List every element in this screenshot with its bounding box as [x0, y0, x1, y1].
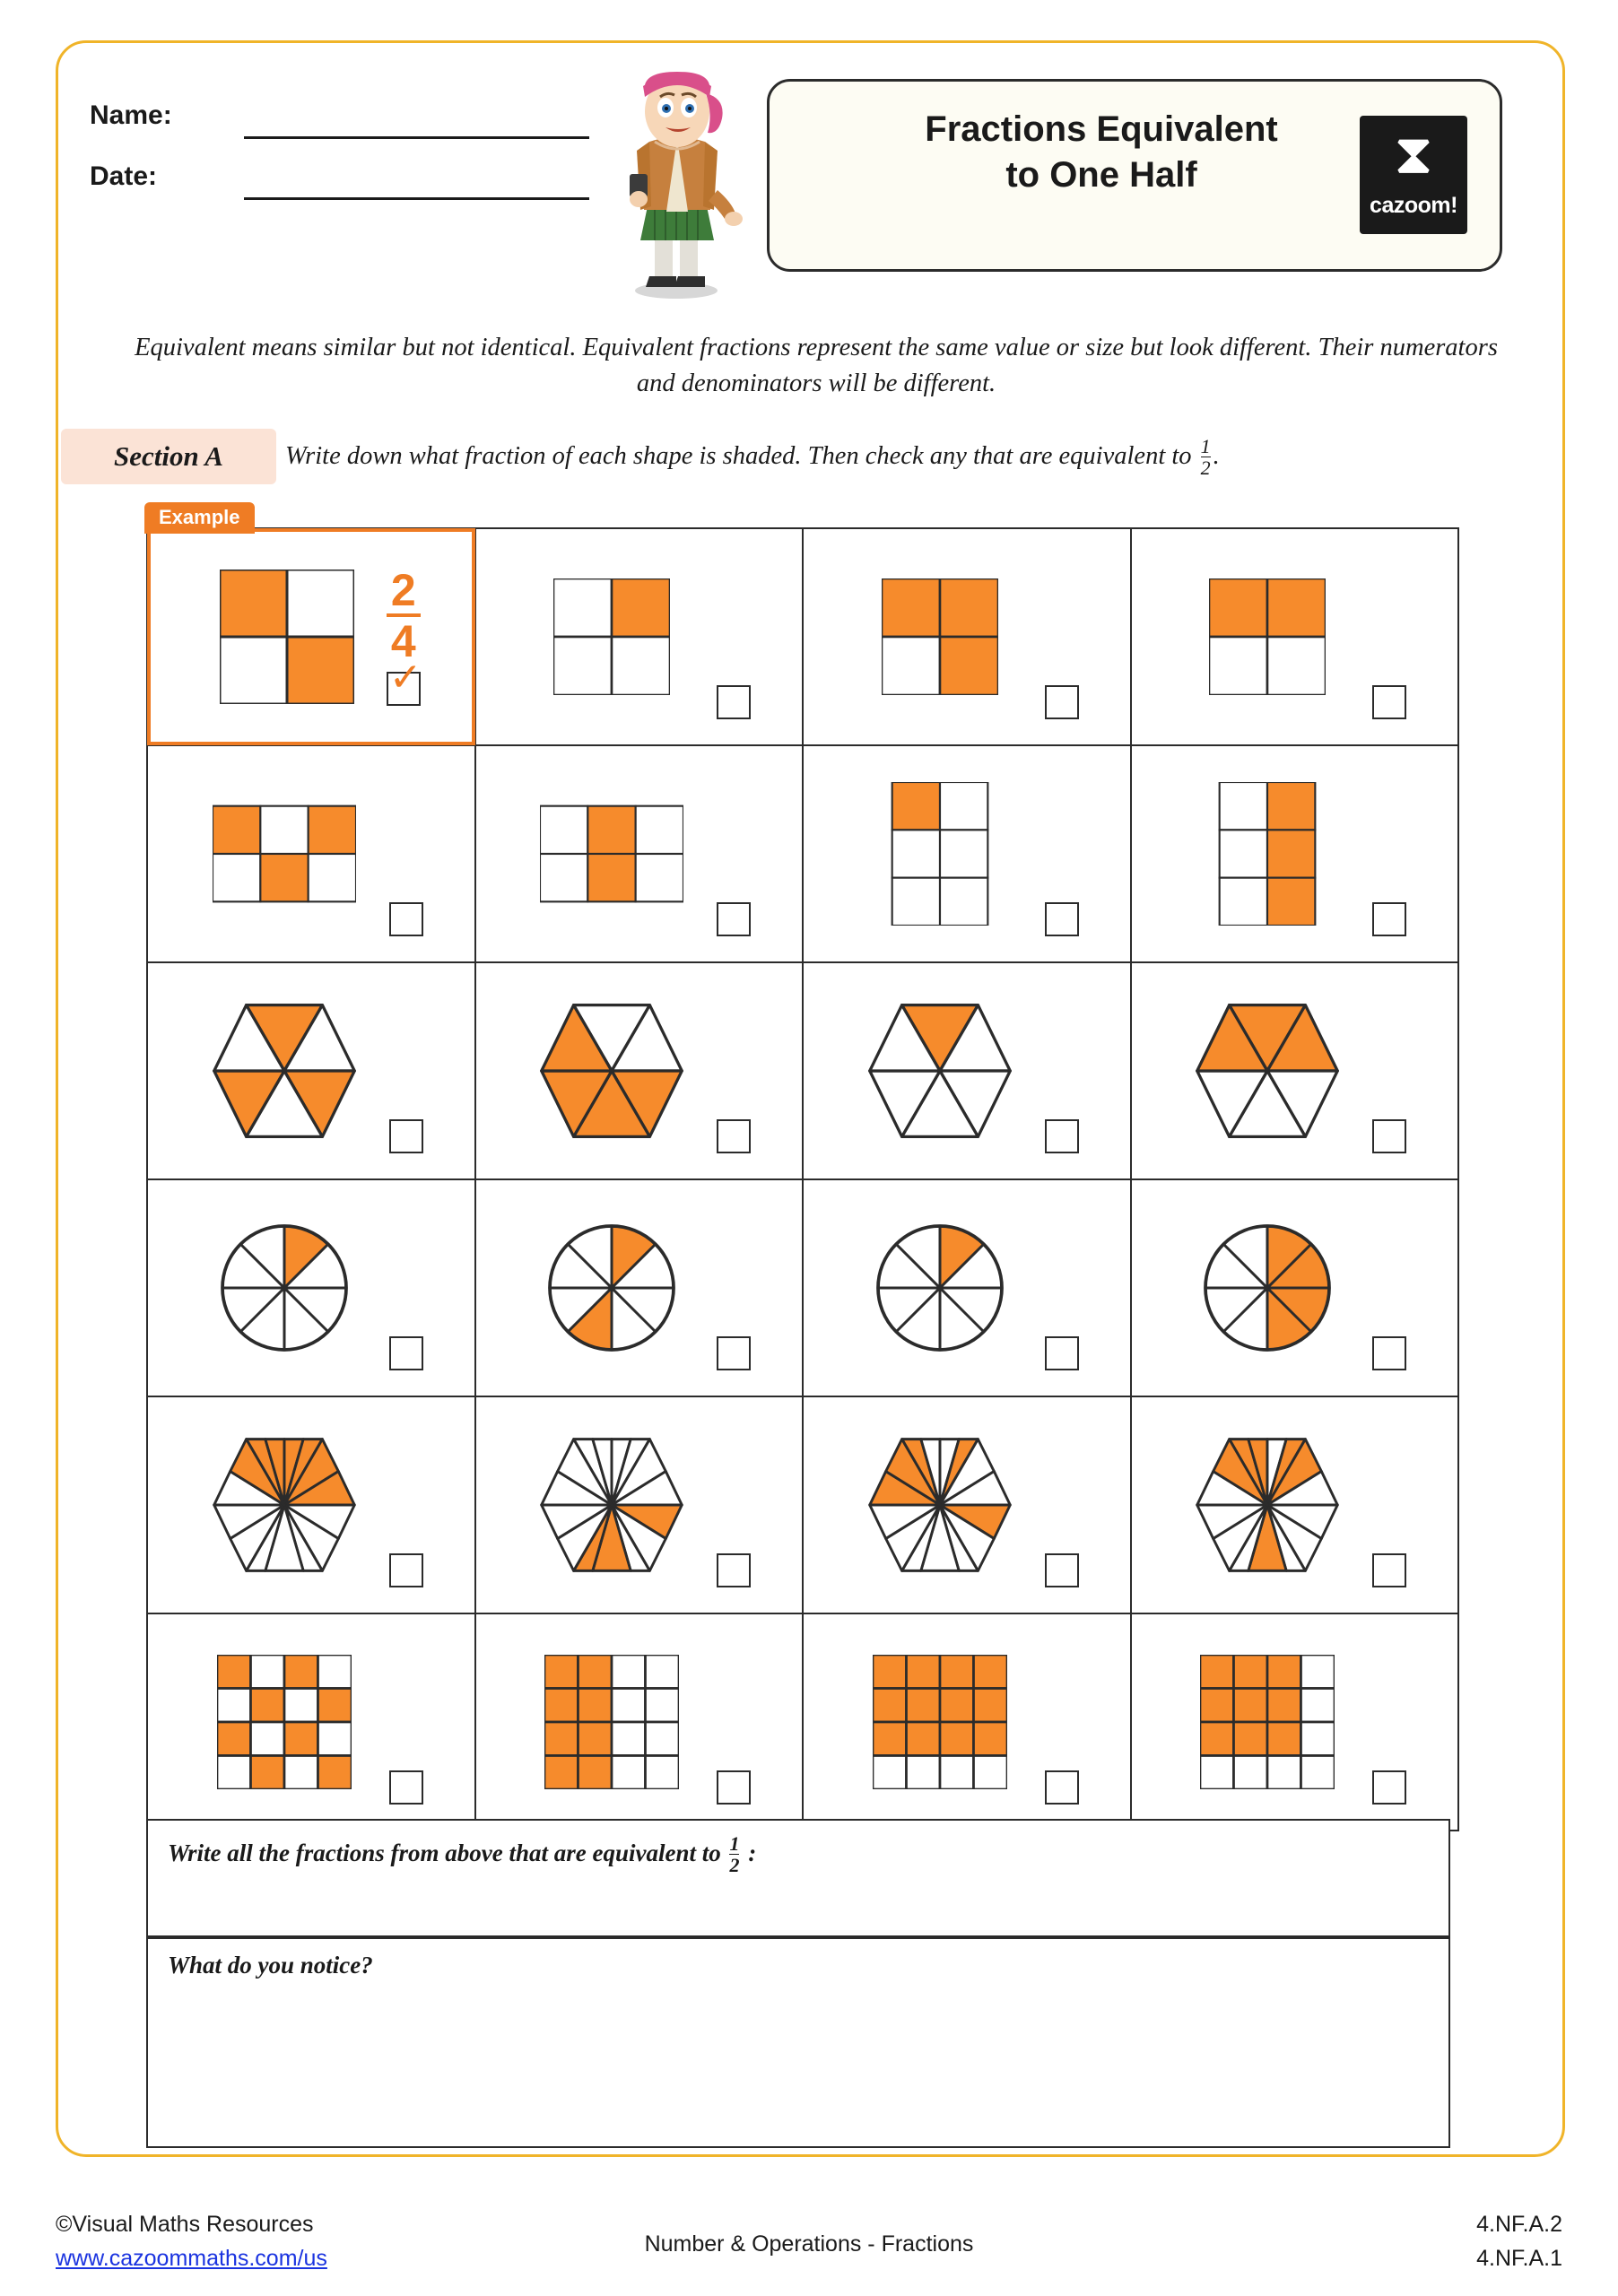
example-shape-square-2x2 — [202, 552, 372, 722]
question-cell-q15 — [1131, 1179, 1459, 1396]
shape-q5-grid-3x2 — [526, 769, 697, 939]
page-title — [823, 107, 1379, 198]
question-cell-q23 — [1131, 1613, 1459, 1831]
checkbox-q10[interactable] — [1045, 1119, 1079, 1153]
instruction-text-2: . — [1213, 442, 1220, 470]
checkbox-q15[interactable] — [1372, 1336, 1406, 1370]
example-denominator: 4 — [387, 613, 421, 665]
question-cell-q18 — [803, 1396, 1131, 1613]
section-a-instruction — [285, 436, 1505, 478]
checkbox-q1[interactable] — [717, 685, 751, 719]
question-cell-q12 — [147, 1179, 475, 1396]
cazoom-logo — [1360, 116, 1467, 234]
checkbox-q23[interactable] — [1372, 1770, 1406, 1805]
instruction-text-1: Write down what fraction of each shape is shaded. Then check any that are equivalent to — [285, 442, 1192, 470]
shape-q6-grid-2x3 — [855, 769, 1025, 939]
shape-q17-hexagon-12 — [526, 1420, 697, 1590]
title-line-1: Fractions Equivalent — [925, 109, 1278, 149]
shape-q4-grid-3x2 — [199, 769, 370, 939]
question-cell-q5 — [475, 745, 804, 962]
footer-standard-1: 4.NF.A.2 — [1476, 2212, 1562, 2237]
checkbox-q12[interactable] — [389, 1336, 423, 1370]
question-cell-q21 — [475, 1613, 804, 1831]
checkbox-q18[interactable] — [1045, 1553, 1079, 1587]
answer-prompt-2: What do you notice? — [168, 1952, 373, 1979]
grid-row-2 — [147, 745, 1458, 962]
half-fraction-inline — [1201, 436, 1211, 478]
shape-q16-hexagon-12 — [199, 1420, 370, 1590]
shape-q9-hexagon-6 — [526, 986, 697, 1156]
check-icon: ✓ — [388, 655, 422, 700]
shape-q22-grid-4x4 — [855, 1637, 1025, 1807]
shape-q10-hexagon-6 — [855, 986, 1025, 1156]
half-numerator: 1 — [1200, 435, 1211, 457]
shape-q20-grid-4x4 — [199, 1637, 370, 1807]
example-numerator: 2 — [390, 565, 416, 615]
name-input-line[interactable] — [244, 136, 589, 139]
checkbox-q14[interactable] — [1045, 1336, 1079, 1370]
question-cell-q10 — [803, 962, 1131, 1179]
example-cell — [147, 506, 475, 745]
question-cell-q1 — [475, 528, 804, 745]
shape-q18-hexagon-12 — [855, 1420, 1025, 1590]
section-a-label: Section A — [113, 440, 223, 472]
shape-q15-circle-8 — [1182, 1203, 1353, 1373]
question-cell-q20 — [147, 1613, 475, 1831]
question-cell-q13 — [475, 1179, 804, 1396]
shape-q1-square-2x2 — [526, 552, 697, 722]
grid-row-3 — [147, 962, 1458, 1179]
question-cell-q4 — [147, 745, 475, 962]
half-denominator: 2 — [1200, 457, 1211, 480]
answer-prompt-1 — [168, 1833, 756, 1875]
checkbox-q2[interactable] — [1045, 685, 1079, 719]
example-checkbox[interactable] — [387, 655, 422, 706]
checkbox-q20[interactable] — [389, 1770, 423, 1805]
checkbox-q22[interactable] — [1045, 1770, 1079, 1805]
footer-topic: Number & Operations - Fractions — [644, 2231, 974, 2257]
half-denominator-2: 2 — [729, 1854, 740, 1877]
checkbox-q21[interactable] — [717, 1770, 751, 1805]
question-cell-q8 — [147, 962, 475, 1179]
grid-row-4 — [147, 1179, 1458, 1396]
title-line-2: to One Half — [1005, 155, 1197, 196]
shape-q3-square-2x2 — [1182, 552, 1353, 722]
name-label: Name: — [90, 100, 172, 130]
question-cell-q9 — [475, 962, 804, 1179]
shape-q2-square-2x2 — [855, 552, 1025, 722]
question-cell-q16 — [147, 1396, 475, 1613]
checkbox-q16[interactable] — [389, 1553, 423, 1587]
shape-q19-hexagon-12 — [1182, 1420, 1353, 1590]
questions-grid — [146, 506, 1459, 1831]
checkbox-q3[interactable] — [1372, 685, 1406, 719]
question-cell-q7 — [1131, 745, 1459, 962]
footer-website-link[interactable]: www.cazoommaths.com/us — [56, 2246, 327, 2271]
checkbox-q19[interactable] — [1372, 1553, 1406, 1587]
question-cell-q3 — [1131, 528, 1459, 745]
question-cell-q17 — [475, 1396, 804, 1613]
checkbox-q4[interactable] — [389, 902, 423, 936]
shape-q14-circle-8 — [855, 1203, 1025, 1373]
answer-prompt-1-colon: : — [748, 1839, 757, 1866]
date-label: Date: — [90, 161, 158, 191]
footer-copyright: ©Visual Maths Resources — [56, 2212, 314, 2237]
shape-q21-grid-4x4 — [526, 1637, 697, 1807]
question-cell-q11 — [1131, 962, 1459, 1179]
answer-box-what-do-you-notice[interactable] — [146, 1937, 1450, 2148]
checkbox-q5[interactable] — [717, 902, 751, 936]
shape-q12-circle-8 — [199, 1203, 370, 1373]
checkbox-q17[interactable] — [717, 1553, 751, 1587]
example-tag: Example — [144, 502, 255, 534]
grid-row-1 — [147, 528, 1458, 745]
shape-q7-grid-2x3 — [1182, 769, 1353, 939]
checkbox-q7[interactable] — [1372, 902, 1406, 936]
question-cell-q14 — [803, 1179, 1131, 1396]
grid-row-5 — [147, 1396, 1458, 1613]
checkbox-q8[interactable] — [389, 1119, 423, 1153]
shape-q11-hexagon-6 — [1182, 986, 1353, 1156]
worksheet-title-box — [767, 79, 1502, 272]
shape-q13-circle-8 — [526, 1203, 697, 1373]
half-fraction-inline-2 — [729, 1833, 739, 1875]
pirate-character-illustration — [603, 56, 746, 302]
example-fraction — [387, 565, 421, 666]
logo-wordmark: cazoom! — [1370, 193, 1457, 218]
answer-box-equivalent-fractions[interactable] — [146, 1819, 1450, 1937]
answer-prompt-1-text: Write all the fractions from above that are equivalent to — [168, 1839, 721, 1866]
question-cell-q2 — [803, 528, 1131, 745]
checkbox-q13[interactable] — [717, 1336, 751, 1370]
date-input-line[interactable] — [244, 197, 589, 200]
checkbox-q6[interactable] — [1045, 902, 1079, 936]
question-cell-q6 — [803, 745, 1131, 962]
checkbox-q9[interactable] — [717, 1119, 751, 1153]
intro-paragraph: Equivalent means similar but not identical. Equivalent fractions represent the same value or size but look different. Their numerators and denominators will be different. — [135, 334, 1498, 397]
shape-q8-hexagon-6 — [199, 986, 370, 1156]
hourglass-icon: ⧗ — [1394, 121, 1433, 187]
half-numerator-2: 1 — [729, 1832, 740, 1855]
question-cell-q19 — [1131, 1396, 1459, 1613]
question-cell-q22 — [803, 1613, 1131, 1831]
footer-standard-2: 4.NF.A.1 — [1476, 2246, 1562, 2271]
section-a-tag — [61, 429, 276, 484]
grid-row-6 — [147, 1613, 1458, 1831]
shape-q23-grid-4x4 — [1182, 1637, 1353, 1807]
checkbox-q11[interactable] — [1372, 1119, 1406, 1153]
